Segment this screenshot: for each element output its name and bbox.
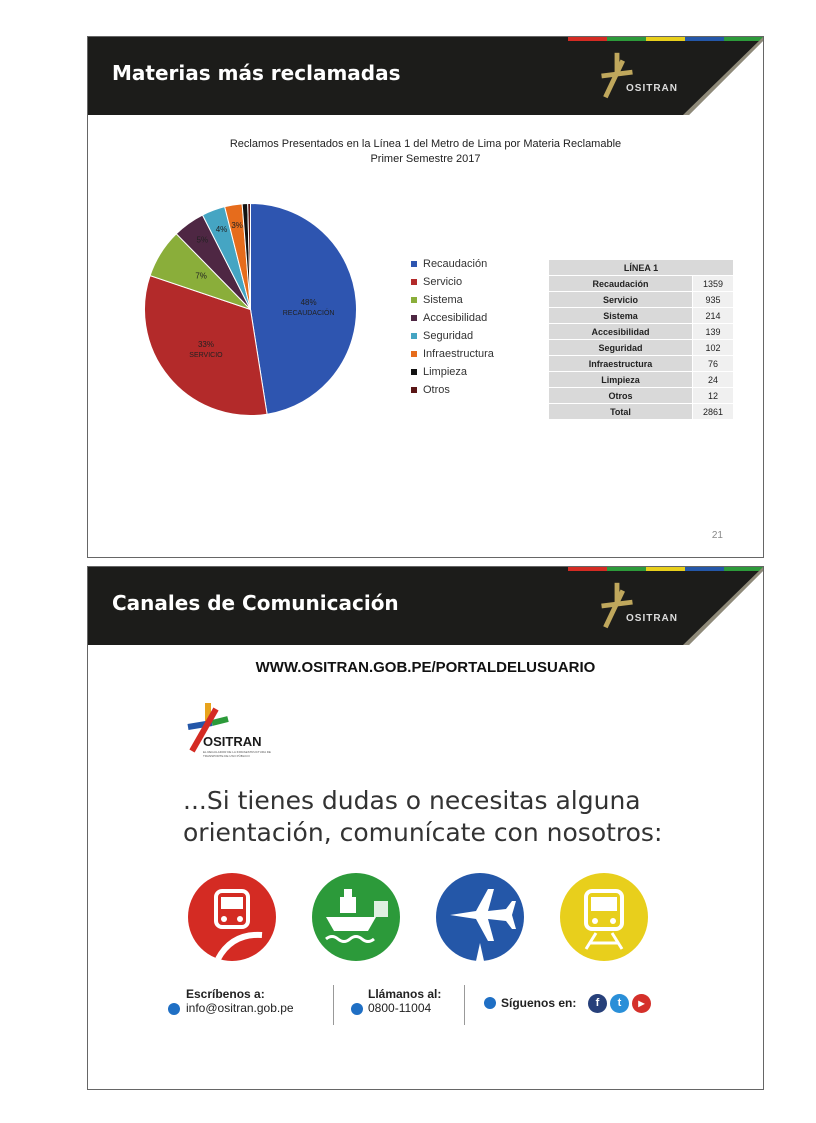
logo-text: OSITRAN — [626, 83, 678, 94]
pie-label: 3% — [231, 220, 243, 230]
legend-swatch — [411, 369, 417, 375]
table-cell-value: 12 — [693, 388, 734, 404]
table-cell-label: Otros — [549, 388, 693, 404]
table-cell-value: 24 — [693, 372, 734, 388]
slide-canales — [87, 566, 764, 1090]
legend-item — [411, 273, 494, 291]
table-row — [549, 276, 734, 292]
check-icon — [351, 1003, 363, 1015]
pie-label: 48% — [300, 297, 317, 307]
twitter-icon[interactable]: t — [610, 994, 629, 1013]
table-cell-label: Seguridad — [549, 340, 693, 356]
table-row — [549, 356, 734, 372]
chart-title — [88, 137, 763, 167]
legend-swatch — [411, 297, 417, 303]
legend-item — [411, 345, 494, 363]
email-value[interactable]: info@ositran.gob.pe — [186, 1001, 294, 1015]
pie-slice-recaudación — [251, 204, 357, 415]
table-cell-value: 1359 — [693, 276, 734, 292]
table-row — [549, 308, 734, 324]
pie-sublabel: SERVICIO — [189, 352, 223, 360]
facebook-icon[interactable]: f — [588, 994, 607, 1013]
legend-item — [411, 327, 494, 345]
legend-label: Otros — [423, 384, 450, 396]
table-cell-value: 935 — [693, 292, 734, 308]
metro-icon — [560, 873, 648, 961]
legend-label: Limpieza — [423, 366, 468, 378]
header-diagonal — [683, 37, 763, 115]
pie-label: 4% — [215, 225, 228, 235]
table-cell-value: 76 — [693, 356, 734, 372]
slide-header — [88, 567, 763, 645]
divider — [464, 985, 465, 1025]
contact-phone — [368, 987, 441, 1027]
table-row — [549, 292, 734, 308]
table-cell-label: Infraestructura — [549, 356, 693, 372]
slogan-line1: ...Si tienes dudas o necesitas alguna — [183, 786, 641, 815]
legend-item — [411, 363, 494, 381]
brand-name: OSITRAN — [203, 734, 262, 749]
slogan — [183, 785, 662, 849]
table-cell-value: 2861 — [693, 404, 734, 420]
slide-title: Canales de Comunicación — [112, 591, 399, 615]
brand-subtitle: EL REGULADOR DE LA INFRAESTRUCTURA DE TRANSPORTE DE USO PÚBLICO — [203, 750, 271, 758]
social-label: Síguenos en: — [501, 996, 577, 1010]
pie-sublabel: RECAUDACIÓN — [282, 309, 335, 317]
legend-item — [411, 309, 494, 327]
pie-label: 5% — [196, 235, 209, 245]
chart-legend — [411, 255, 494, 399]
phone-label: Llámanos al: — [368, 987, 442, 1001]
page-number: 21 — [711, 530, 723, 541]
legend-label: Recaudación — [423, 258, 488, 270]
chart-title-line1: Reclamos Presentados en la Línea 1 del Metro de Lima por Materia Reclamable — [229, 138, 622, 150]
table-row — [549, 324, 734, 340]
ositran-logo-icon — [588, 47, 646, 105]
table-cell-value: 139 — [693, 324, 734, 340]
legend-item — [411, 381, 494, 399]
legend-swatch — [411, 387, 417, 393]
check-icon — [168, 1003, 180, 1015]
airplane-icon — [436, 873, 524, 961]
legend-label: Sistema — [423, 294, 463, 306]
table-cell-value: 102 — [693, 340, 734, 356]
legend-item — [411, 291, 494, 309]
chart-title-line2: Primer Semestre 2017 — [370, 153, 481, 165]
divider — [333, 985, 334, 1025]
table-cell-label: Accesibilidad — [549, 324, 693, 340]
legend-swatch — [411, 315, 417, 321]
ship-icon — [312, 873, 400, 961]
table-row — [549, 372, 734, 388]
pie-chart — [138, 197, 363, 422]
contact-email — [186, 987, 294, 1027]
legend-label: Seguridad — [423, 330, 474, 342]
table-cell-value: 214 — [693, 308, 734, 324]
portal-url[interactable]: WWW.OSITRAN.GOB.PE/PORTALDELUSUARIO — [255, 659, 596, 676]
pie-label: 7% — [195, 271, 207, 281]
slide-header — [88, 37, 763, 115]
slogan-line2: orientación, comunícate con nosotros: — [183, 818, 663, 847]
legend-label: Accesibilidad — [423, 312, 488, 324]
phone-value[interactable]: 0800-11004 — [368, 1001, 432, 1015]
table-cell-label: Limpieza — [549, 372, 693, 388]
youtube-icon[interactable]: ▶ — [632, 994, 651, 1013]
legend-swatch — [411, 351, 417, 357]
email-label: Escríbenos a: — [186, 987, 265, 1001]
table-cell-label: Total — [549, 404, 693, 420]
legend-item — [411, 255, 494, 273]
table-cell-label: Recaudación — [549, 276, 693, 292]
legend-swatch — [411, 261, 417, 267]
table-cell-label: Servicio — [549, 292, 693, 308]
table-header: LÍNEA 1 — [549, 260, 734, 276]
header-diagonal — [683, 567, 763, 645]
legend-swatch — [411, 333, 417, 339]
table-cell-label: Sistema — [549, 308, 693, 324]
slide-title: Materias más reclamadas — [112, 61, 401, 85]
legend-swatch — [411, 279, 417, 285]
legend-label: Infraestructura — [423, 348, 494, 360]
data-table — [548, 259, 734, 420]
contact-social — [501, 996, 576, 1036]
check-icon — [484, 997, 496, 1009]
table-row — [549, 340, 734, 356]
slide-materias — [87, 36, 764, 558]
legend-label: Servicio — [423, 276, 463, 288]
table-row — [549, 404, 734, 420]
ositran-logo-icon — [588, 577, 646, 635]
train-icon — [188, 873, 276, 961]
logo-text: OSITRAN — [626, 613, 678, 624]
table-row — [549, 388, 734, 404]
pie-label: 33% — [197, 340, 214, 350]
